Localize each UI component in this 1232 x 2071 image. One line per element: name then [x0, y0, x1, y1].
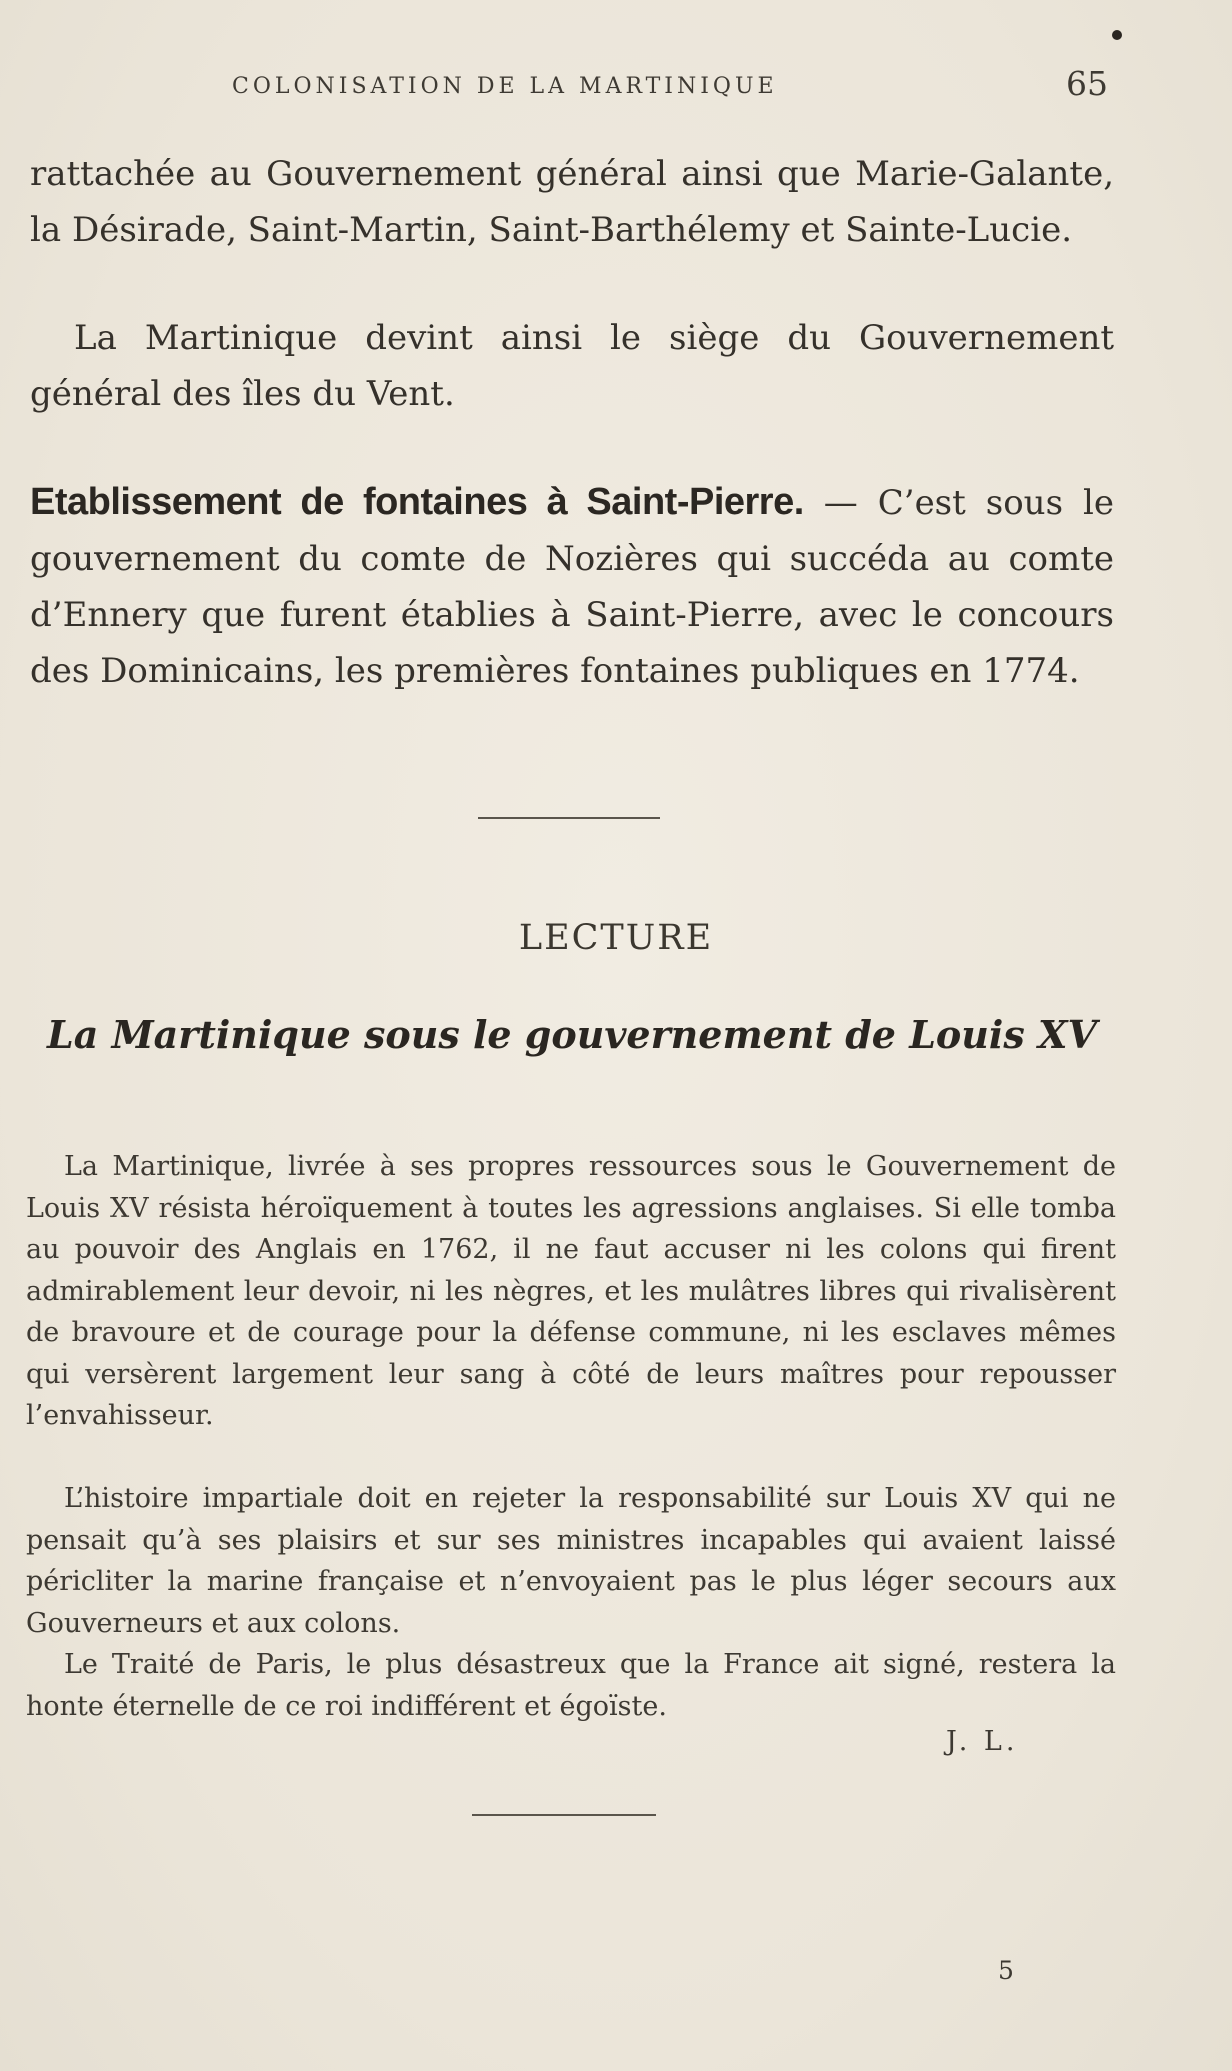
ink-dot	[1112, 30, 1122, 40]
run-in-heading: Etablissement de fontaines à Saint-Pierre.	[30, 481, 804, 523]
paragraph-government-seat: La Martinique devint ainsi le siège du Gouvernement général des îles du Vent.	[30, 318, 1114, 414]
divider-rule	[478, 817, 660, 819]
reading-paragraph: L’histoire impartiale doit en rejeter la responsabilité sur Louis XV qui ne pensait qu’à ses plaisirs et sur ses ministres incapables qui avaient laissé péricliter la marine française et n’envoyaient pas le plus léger secours aux Gouverneurs et aux colons.	[26, 1483, 1116, 1639]
paragraph-fountains	[30, 474, 1114, 699]
page-number: 65	[1066, 64, 1108, 103]
section-label: LECTURE	[518, 918, 714, 958]
reading-paragraph: Le Traité de Paris, le plus désastreux que la France ait signé, restera la honte éternelle de ce roi indifférent et égoïste.	[26, 1649, 1116, 1722]
paragraph-continuation: rattachée au Gouvernement général ainsi que Marie-Galante, la Désirade, Saint-Martin, Saint-Barthélemy et Sainte-Lucie.	[30, 154, 1114, 250]
reading-title: La Martinique sous le gouvernement de Louis XV	[47, 1012, 1097, 1057]
paragraph-fountains-text: — C’est sous le gouvernement du comte de Nozières qui succéda au comte d’Ennery que furent établies à Saint-Pierre, avec le concours des Dominicains, les premières fontaines publiques en 1774.	[30, 483, 1114, 691]
divider-rule	[472, 1814, 656, 1816]
signature-mark: 5	[998, 1956, 1014, 1985]
reading-paragraph: La Martinique, livrée à ses propres ressources sous le Gouvernement de Louis XV résista héroïquement à toutes les agressions anglaises. Si elle tomba au pouvoir des Anglais en 1762, il ne faut accuser ni les colons qui firent admirablement leur devoir, ni les nègres, et les mulâtres libres qui rivalisèrent de bravoure et de courage pour la défense commune, ni les esclaves mêmes qui versèrent largement leur sang à côté de leurs maîtres pour repousser l’envahisseur.	[26, 1151, 1116, 1431]
running-title: COLONISATION DE LA MARTINIQUE	[232, 74, 778, 99]
author-signature: J. L.	[946, 1726, 1019, 1757]
